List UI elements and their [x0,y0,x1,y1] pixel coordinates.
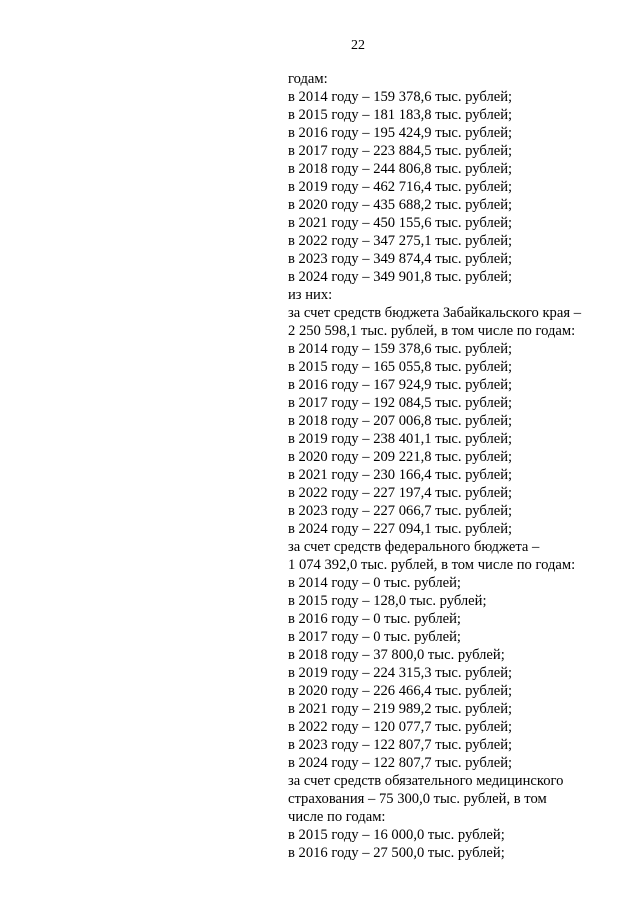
text-line: в 2019 году – 238 401,1 тыс. рублей; [288,431,513,447]
document-body [288,70,608,862]
text-line: за счет средств обязательного медицинского [288,773,564,789]
text-line: в 2024 году – 349 901,8 тыс. рублей; [288,269,513,285]
text-line: в 2017 году – 192 084,5 тыс. рублей; [288,395,513,411]
text-line: в 2015 году – 165 055,8 тыс. рублей; [288,359,513,375]
text-line: в 2022 году – 347 275,1 тыс. рублей; [288,233,513,249]
text-line: в 2020 году – 435 688,2 тыс. рублей; [288,197,513,213]
text-line: 2 250 598,1 тыс. рублей, в том числе по годам: [288,323,576,339]
text-line: за счет средств бюджета Забайкальского края – [288,305,581,321]
text-line: за счет средств федерального бюджета – [288,539,540,555]
text-line: в 2022 году – 227 197,4 тыс. рублей; [288,485,513,501]
text-line: в 2018 году – 37 800,0 тыс. рублей; [288,647,505,663]
text-line: в 2023 году – 227 066,7 тыс. рублей; [288,503,513,519]
text-line: в 2015 году – 16 000,0 тыс. рублей; [288,827,505,843]
text-line: в 2019 году – 462 716,4 тыс. рублей; [288,179,513,195]
text-line: в 2020 году – 209 221,8 тыс. рублей; [288,449,513,465]
text-line: в 2023 году – 349 874,4 тыс. рублей; [288,251,513,267]
text-line: в 2020 году – 226 466,4 тыс. рублей; [288,683,513,699]
text-line: в 2017 году – 0 тыс. рублей; [288,629,461,645]
text-line: в 2016 году – 195 424,9 тыс. рублей; [288,125,513,141]
text-line: в 2018 году – 207 006,8 тыс. рублей; [288,413,513,429]
text-line: в 2016 году – 0 тыс. рублей; [288,611,461,627]
text-line: 1 074 392,0 тыс. рублей, в том числе по годам: [288,557,576,573]
text-line: в 2022 году – 120 077,7 тыс. рублей; [288,719,513,735]
text-line: в 2015 году – 181 183,8 тыс. рублей; [288,107,513,123]
text-line: в 2024 году – 122 807,7 тыс. рублей; [288,755,513,771]
text-line: в 2014 году – 0 тыс. рублей; [288,575,461,591]
text-line: в 2015 году – 128,0 тыс. рублей; [288,593,487,609]
text-line: в 2024 году – 227 094,1 тыс. рублей; [288,521,513,537]
text-line: в 2017 году – 223 884,5 тыс. рублей; [288,143,513,159]
text-line: страхования – 75 300,0 тыс. рублей, в том [288,791,547,807]
text-line: в 2021 году – 219 989,2 тыс. рублей; [288,701,513,717]
text-line: в 2018 году – 244 806,8 тыс. рублей; [288,161,513,177]
text-line: в 2023 году – 122 807,7 тыс. рублей; [288,737,513,753]
text-line: числе по годам: [288,809,386,825]
text-line: из них: [288,287,333,303]
text-line: в 2014 году – 159 378,6 тыс. рублей; [288,341,513,357]
text-line: в 2016 году – 167 924,9 тыс. рублей; [288,377,513,393]
text-line: в 2021 году – 230 166,4 тыс. рублей; [288,467,513,483]
text-line: в 2014 году – 159 378,6 тыс. рублей; [288,89,513,105]
text-line: в 2021 году – 450 155,6 тыс. рублей; [288,215,513,231]
text-line: годам: [288,71,328,87]
text-line: в 2016 году – 27 500,0 тыс. рублей; [288,845,505,861]
page-number: 22 [351,38,365,53]
text-line: в 2019 году – 224 315,3 тыс. рублей; [288,665,513,681]
